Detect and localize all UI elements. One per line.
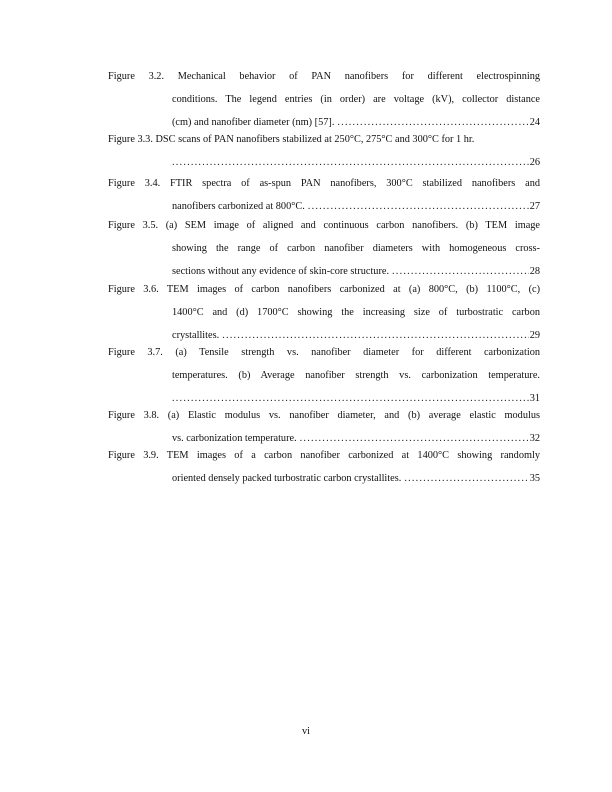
entry-page-number: 32 [529, 433, 540, 444]
entry-leader-line [172, 473, 540, 485]
entry-leader-line [172, 393, 540, 405]
entry-page-number: 24 [529, 117, 540, 128]
entry-page-number: 28 [529, 266, 540, 277]
dot-leader [392, 266, 529, 278]
dot-leader [404, 473, 528, 485]
dot-leader [172, 157, 529, 169]
entry-page-number: 31 [529, 393, 540, 404]
dot-leader [300, 433, 529, 445]
entry-first-line: Figure 3.8. (a) Elastic modulus vs. nanofiber diameter, and (b) average elastic modulus [108, 410, 540, 421]
dot-leader [172, 393, 529, 405]
entry-first-line: Figure 3.7. (a) Tensile strength vs. nanofiber diameter for different carbonization [108, 347, 540, 358]
dot-leader [222, 330, 529, 342]
entry-leader-line [172, 117, 540, 129]
entry-continuation-line: showing the range of carbon nanofiber diameters with homogeneous cross- [172, 243, 540, 254]
entry-last-text: oriented densely packed turbostratic carbon crystallites. [172, 473, 402, 484]
entry-first-line: Figure 3.5. (a) SEM image of aligned and continuous carbon nanofibers. (b) TEM image [108, 220, 540, 231]
page-number: vi [301, 726, 310, 737]
entry-leader-line [172, 201, 540, 213]
entry-leader-line [172, 330, 540, 342]
entry-continuation-line: 1400°C and (d) 1700°C showing the increasing size of turbostratic carbon [172, 307, 540, 318]
entry-leader-line [172, 266, 540, 278]
entry-page-number: 27 [529, 201, 540, 212]
entry-last-text: vs. carbonization temperature. [172, 433, 297, 444]
entry-leader-line [172, 433, 540, 445]
entry-first-line: Figure 3.6. TEM images of carbon nanofibers carbonized at (a) 800°C, (b) 1100°C, (c) [108, 284, 540, 295]
entry-continuation-line: conditions. The legend entries (in order) are voltage (kV), collector distance [172, 94, 540, 105]
entry-first-line: Figure 3.3. DSC scans of PAN nanofibers stabilized at 250°C, 275°C and 300°C for 1 hr. [108, 134, 475, 145]
entry-page-number: 35 [529, 473, 540, 484]
dot-leader [308, 201, 529, 213]
entry-last-text: nanofibers carbonized at 800°C. [172, 201, 305, 212]
entry-first-line: Figure 3.2. Mechanical behavior of PAN nanofibers for different electrospinning [108, 71, 540, 82]
entry-continuation-line: temperatures. (b) Average nanofiber strength vs. carbonization temperature. [172, 370, 540, 381]
entry-last-text: (cm) and nanofiber diameter (nm) [57]. [172, 117, 335, 128]
entry-page-number: 29 [529, 330, 540, 341]
entry-leader-line [172, 157, 540, 169]
entry-last-text: sections without any evidence of skin-core structure. [172, 266, 390, 277]
entry-page-number: 26 [529, 157, 540, 168]
entry-first-line: Figure 3.9. TEM images of a carbon nanofiber carbonized at 1400°C showing randomly [108, 450, 540, 461]
entry-first-line: Figure 3.4. FTIR spectra of as-spun PAN nanofibers, 300°C stabilized nanofibers and [108, 178, 540, 189]
dot-leader [337, 117, 528, 129]
entry-last-text: crystallites. [172, 330, 220, 341]
